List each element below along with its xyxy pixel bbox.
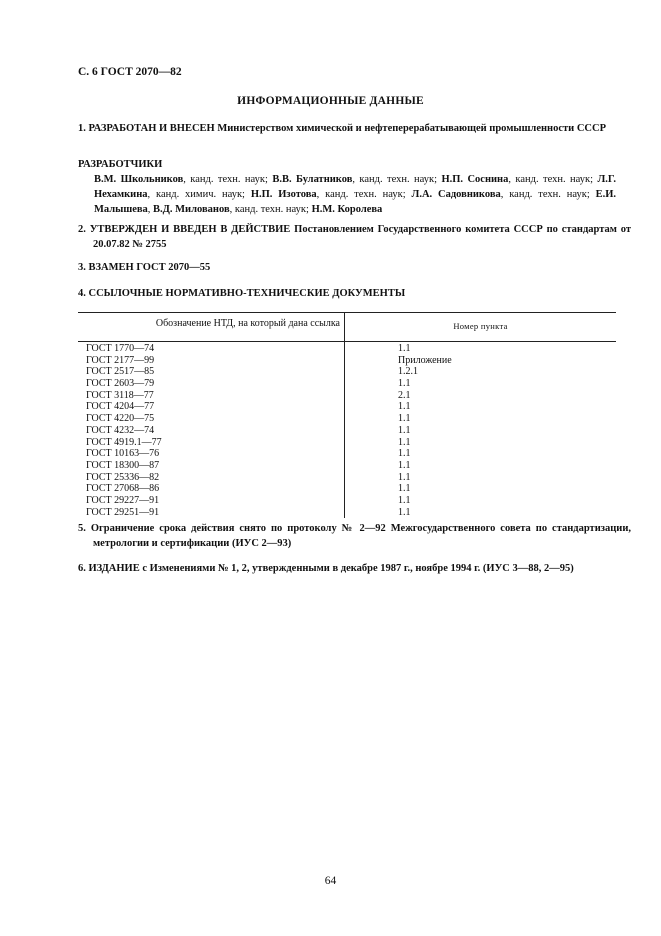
cell-document: ГОСТ 4919.1—77	[86, 436, 162, 448]
cell-clause: 1.1	[398, 436, 411, 448]
table-row	[86, 366, 606, 378]
item-text: ИЗДАНИЕ с Изменениями № 1, 2, утвержденными в декабре 1987 г., ноябре 1994 г. (ИУС 3—88, 2—95)	[88, 563, 574, 574]
item-text: Ограничение срока действия снято по протоколу № 2—92 Межгосударственного совета по стандартизации, метрологии и сертификации (ИУС 2—93)	[90, 523, 632, 549]
cell-document: ГОСТ 4204—77	[86, 401, 155, 413]
item-text: Министерством химической и нефтеперерабатывающей промышленности СССР	[217, 123, 606, 134]
table-row	[86, 355, 606, 367]
table-header-clause: Номер пункта	[453, 321, 508, 331]
developer-degree: канд. техн. наук	[325, 189, 403, 200]
developer-name: Е.И. Малышева	[94, 189, 617, 215]
cell-document: ГОСТ 4220—75	[86, 413, 155, 425]
developer-name: Л.А. Садовникова	[411, 189, 501, 200]
developers-block	[78, 157, 616, 217]
cell-clause: 1.2.1	[398, 366, 418, 378]
item-references	[78, 286, 616, 301]
item-approved	[78, 222, 631, 252]
developer-name: В.М. Школьников	[94, 174, 184, 185]
table-row	[86, 448, 606, 460]
cell-clause: 1.1	[398, 424, 411, 436]
developer-degree: канд. техн. наук	[509, 189, 587, 200]
cell-document: ГОСТ 18300—87	[86, 459, 160, 471]
table-row	[86, 413, 606, 425]
page-number: 64	[324, 875, 337, 887]
item-edition	[78, 561, 631, 576]
table-row	[86, 507, 606, 519]
cell-clause: 1.1	[398, 506, 411, 518]
cell-clause: 1.1	[398, 448, 411, 460]
table-row	[86, 343, 606, 355]
developer-name: В.Д. Милованов	[153, 204, 230, 215]
table-row	[86, 460, 606, 472]
item-developed-by	[78, 121, 631, 136]
cell-document: ГОСТ 2177—99	[86, 354, 155, 366]
item-text: ВЗАМЕН ГОСТ 2070—55	[88, 262, 211, 273]
table-row	[86, 425, 606, 437]
header-rule	[78, 341, 616, 342]
item-text: ССЫЛОЧНЫЕ НОРМАТИВНО-ТЕХНИЧЕСКИЕ ДОКУМЕНТЫ	[88, 288, 406, 299]
cell-clause: Приложение	[398, 354, 452, 366]
item-text: Постановлением Государственного комитета СССР по стандартам от 20.07.82 № 2755	[93, 224, 632, 250]
item-validity	[78, 521, 631, 551]
developer-name: Л.Г. Нехамкина	[94, 174, 617, 200]
developer-name: В.В. Булатников	[272, 174, 353, 185]
cell-document: ГОСТ 1770—74	[86, 343, 155, 354]
cell-clause: 1.1	[398, 401, 411, 413]
table-row	[86, 378, 606, 390]
cell-document: ГОСТ 4232—74	[86, 424, 155, 436]
cell-clause: 1.1	[398, 378, 411, 390]
section-title: ИНФОРМАЦИОННЫЕ ДАННЫЕ	[237, 95, 424, 107]
developer-degree: канд. техн. наук	[234, 204, 307, 215]
table-body	[86, 343, 606, 518]
cell-document: ГОСТ 2517—85	[86, 366, 155, 378]
developer-name: Н.П. Изотова	[250, 189, 317, 200]
cell-document: ГОСТ 29227—91	[86, 494, 160, 506]
item-bold-lead: РАЗРАБОТАН И ВНЕСЕН	[88, 123, 215, 134]
table-row	[86, 401, 606, 413]
developer-name: Н.П. Соснина	[441, 174, 509, 185]
cell-clause: 1.1	[398, 483, 411, 495]
cell-document: ГОСТ 27068—86	[86, 483, 160, 495]
cell-clause: 1.1	[398, 413, 411, 425]
table-header-document: Обозначение НТД, на который дана ссылка	[155, 318, 340, 329]
cell-clause: 2.1	[398, 389, 411, 401]
cell-document: ГОСТ 29251—91	[86, 506, 160, 518]
table-row	[86, 472, 606, 484]
table-row	[86, 483, 606, 495]
developers-list: В.М. Школьников, канд. техн. наук; В.В. Булатников, канд. техн. наук; Н.П. Соснина, канд. техн. наук; Л.Г. Нехамкина, канд. химич. наук; Н.П. Изотова, канд. техн. наук; Л.А. Садовникова, канд. техн. наук; Е.И. Малышева, В.Д. Милованов, канд. техн. наук; Н.М. Королева	[94, 174, 617, 215]
item-number: 6.	[78, 563, 86, 574]
cell-document: ГОСТ 3118—77	[86, 389, 154, 401]
table-row	[86, 437, 606, 449]
developer-name: Н.М. Королева	[311, 204, 383, 215]
cell-document: ГОСТ 2603—79	[86, 378, 155, 390]
developer-degree: канд. техн. наук	[359, 174, 435, 185]
developer-degree: канд. химич. наук	[156, 189, 243, 200]
item-bold-lead: УТВЕРЖДЕН И ВВЕДЕН В ДЕЙСТВИЕ	[89, 224, 291, 235]
table-row	[86, 495, 606, 507]
developers-heading: РАЗРАБОТЧИКИ	[78, 159, 163, 170]
item-number: 3.	[78, 262, 86, 273]
cell-document: ГОСТ 25336—82	[86, 471, 160, 483]
cell-clause: 1.1	[398, 494, 411, 506]
item-number: 5.	[78, 523, 86, 534]
item-number: 1.	[78, 123, 86, 134]
developer-degree: канд. техн. наук	[515, 174, 591, 185]
cell-document: ГОСТ 10163—76	[86, 448, 160, 460]
cell-clause: 1.1	[398, 459, 411, 471]
page-header: С. 6 ГОСТ 2070—82	[78, 66, 182, 78]
item-replaces	[78, 260, 616, 275]
table-row	[86, 390, 606, 402]
item-number: 4.	[78, 288, 86, 299]
developer-degree: канд. техн. наук	[190, 174, 266, 185]
item-number: 2.	[78, 224, 86, 235]
cell-clause: 1.1	[398, 343, 411, 354]
references-table	[78, 312, 616, 518]
cell-clause: 1.1	[398, 471, 411, 483]
